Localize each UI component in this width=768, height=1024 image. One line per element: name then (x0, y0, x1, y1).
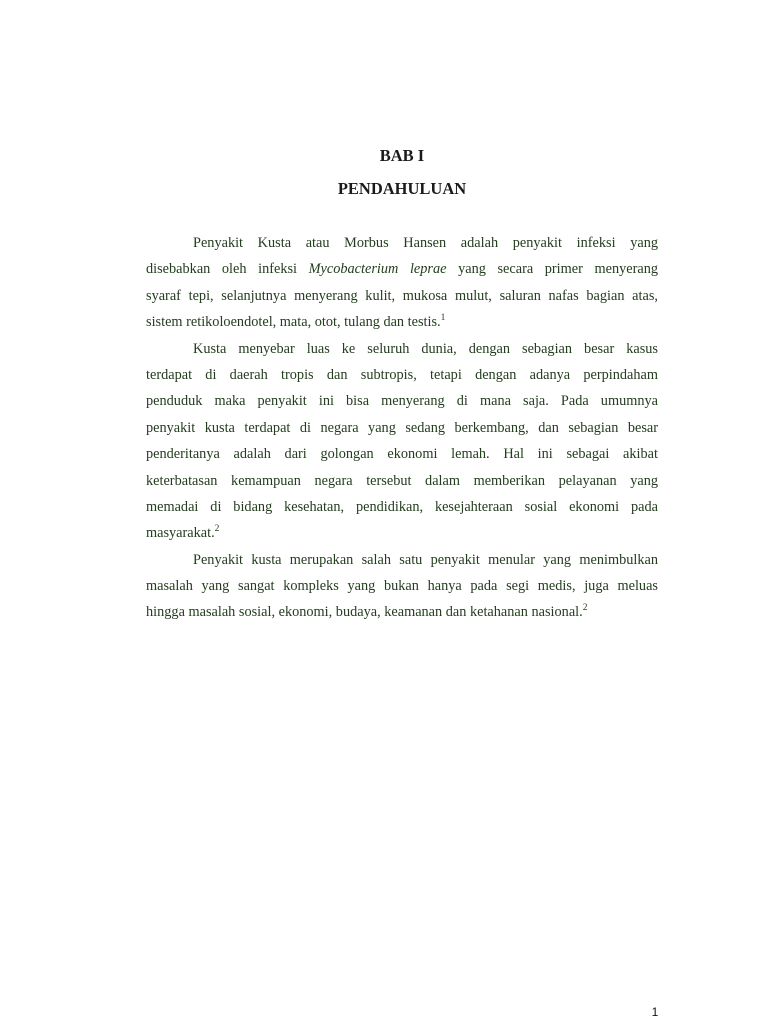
text-line: Kusta menyebar luas ke seluruh dunia, dengan sebagian besar kasus (193, 340, 658, 357)
text-line: penderitanya adalah dari golongan ekonomi lemah. Hal ini sebagai akibat (146, 446, 658, 463)
text-line: disebabkan oleh infeksi Mycobacterium leprae yang secara primer menyerang (146, 261, 658, 278)
text-line: hingga masalah sosial, ekonomi, budaya, keamanan dan ketahanan nasional.$^2$ (146, 603, 588, 621)
text-line: masyarakat.$^2$ (146, 524, 220, 542)
text-line: Penyakit kusta merupakan salah satu penyakit menular yang menimbulkan (193, 551, 658, 568)
text-line: penduduk maka penyakit ini bisa menyerang di mana saja. Pada umumnya (146, 393, 658, 410)
body-text (146, 230, 658, 626)
text-line: penyakit kusta terdapat di negara yang sedang berkembang, dan sebagian besar (146, 419, 658, 436)
citation-superscript: 1 (440, 313, 446, 324)
page-number: 1 (651, 1005, 659, 1019)
paragraph (146, 230, 658, 336)
chapter-heading: BAB I (379, 146, 425, 165)
citation-superscript: 2 (582, 603, 588, 614)
text-line: memadai di bidang kesehatan, pendidikan, kesejahteraan sosial ekonomi pada (146, 498, 658, 515)
citation-superscript: 2 (214, 524, 220, 535)
chapter-title: PENDAHULUAN (337, 179, 467, 198)
paragraph (146, 547, 658, 626)
text-line: sistem retikoloendotel, mata, otot, tulang dan testis.$^1$ (146, 313, 446, 331)
text-line: syaraf tepi, selanjutnya menyerang kulit, mukosa mulut, saluran nafas bagian atas, (146, 287, 658, 304)
text-line: masalah yang sangat kompleks yang bukan hanya pada segi medis, juga meluas (146, 578, 658, 595)
text-line: keterbatasan kemampuan negara tersebut dalam memberikan pelayanan yang (146, 472, 658, 489)
text-line: Penyakit Kusta atau Morbus Hansen adalah penyakit infeksi yang (193, 235, 658, 251)
text-line: terdapat di daerah tropis dan subtropis, tetapi dengan adanya perpindaham (146, 366, 658, 383)
paragraph (146, 336, 658, 547)
species-name: Mycobacterium leprae (308, 261, 447, 278)
